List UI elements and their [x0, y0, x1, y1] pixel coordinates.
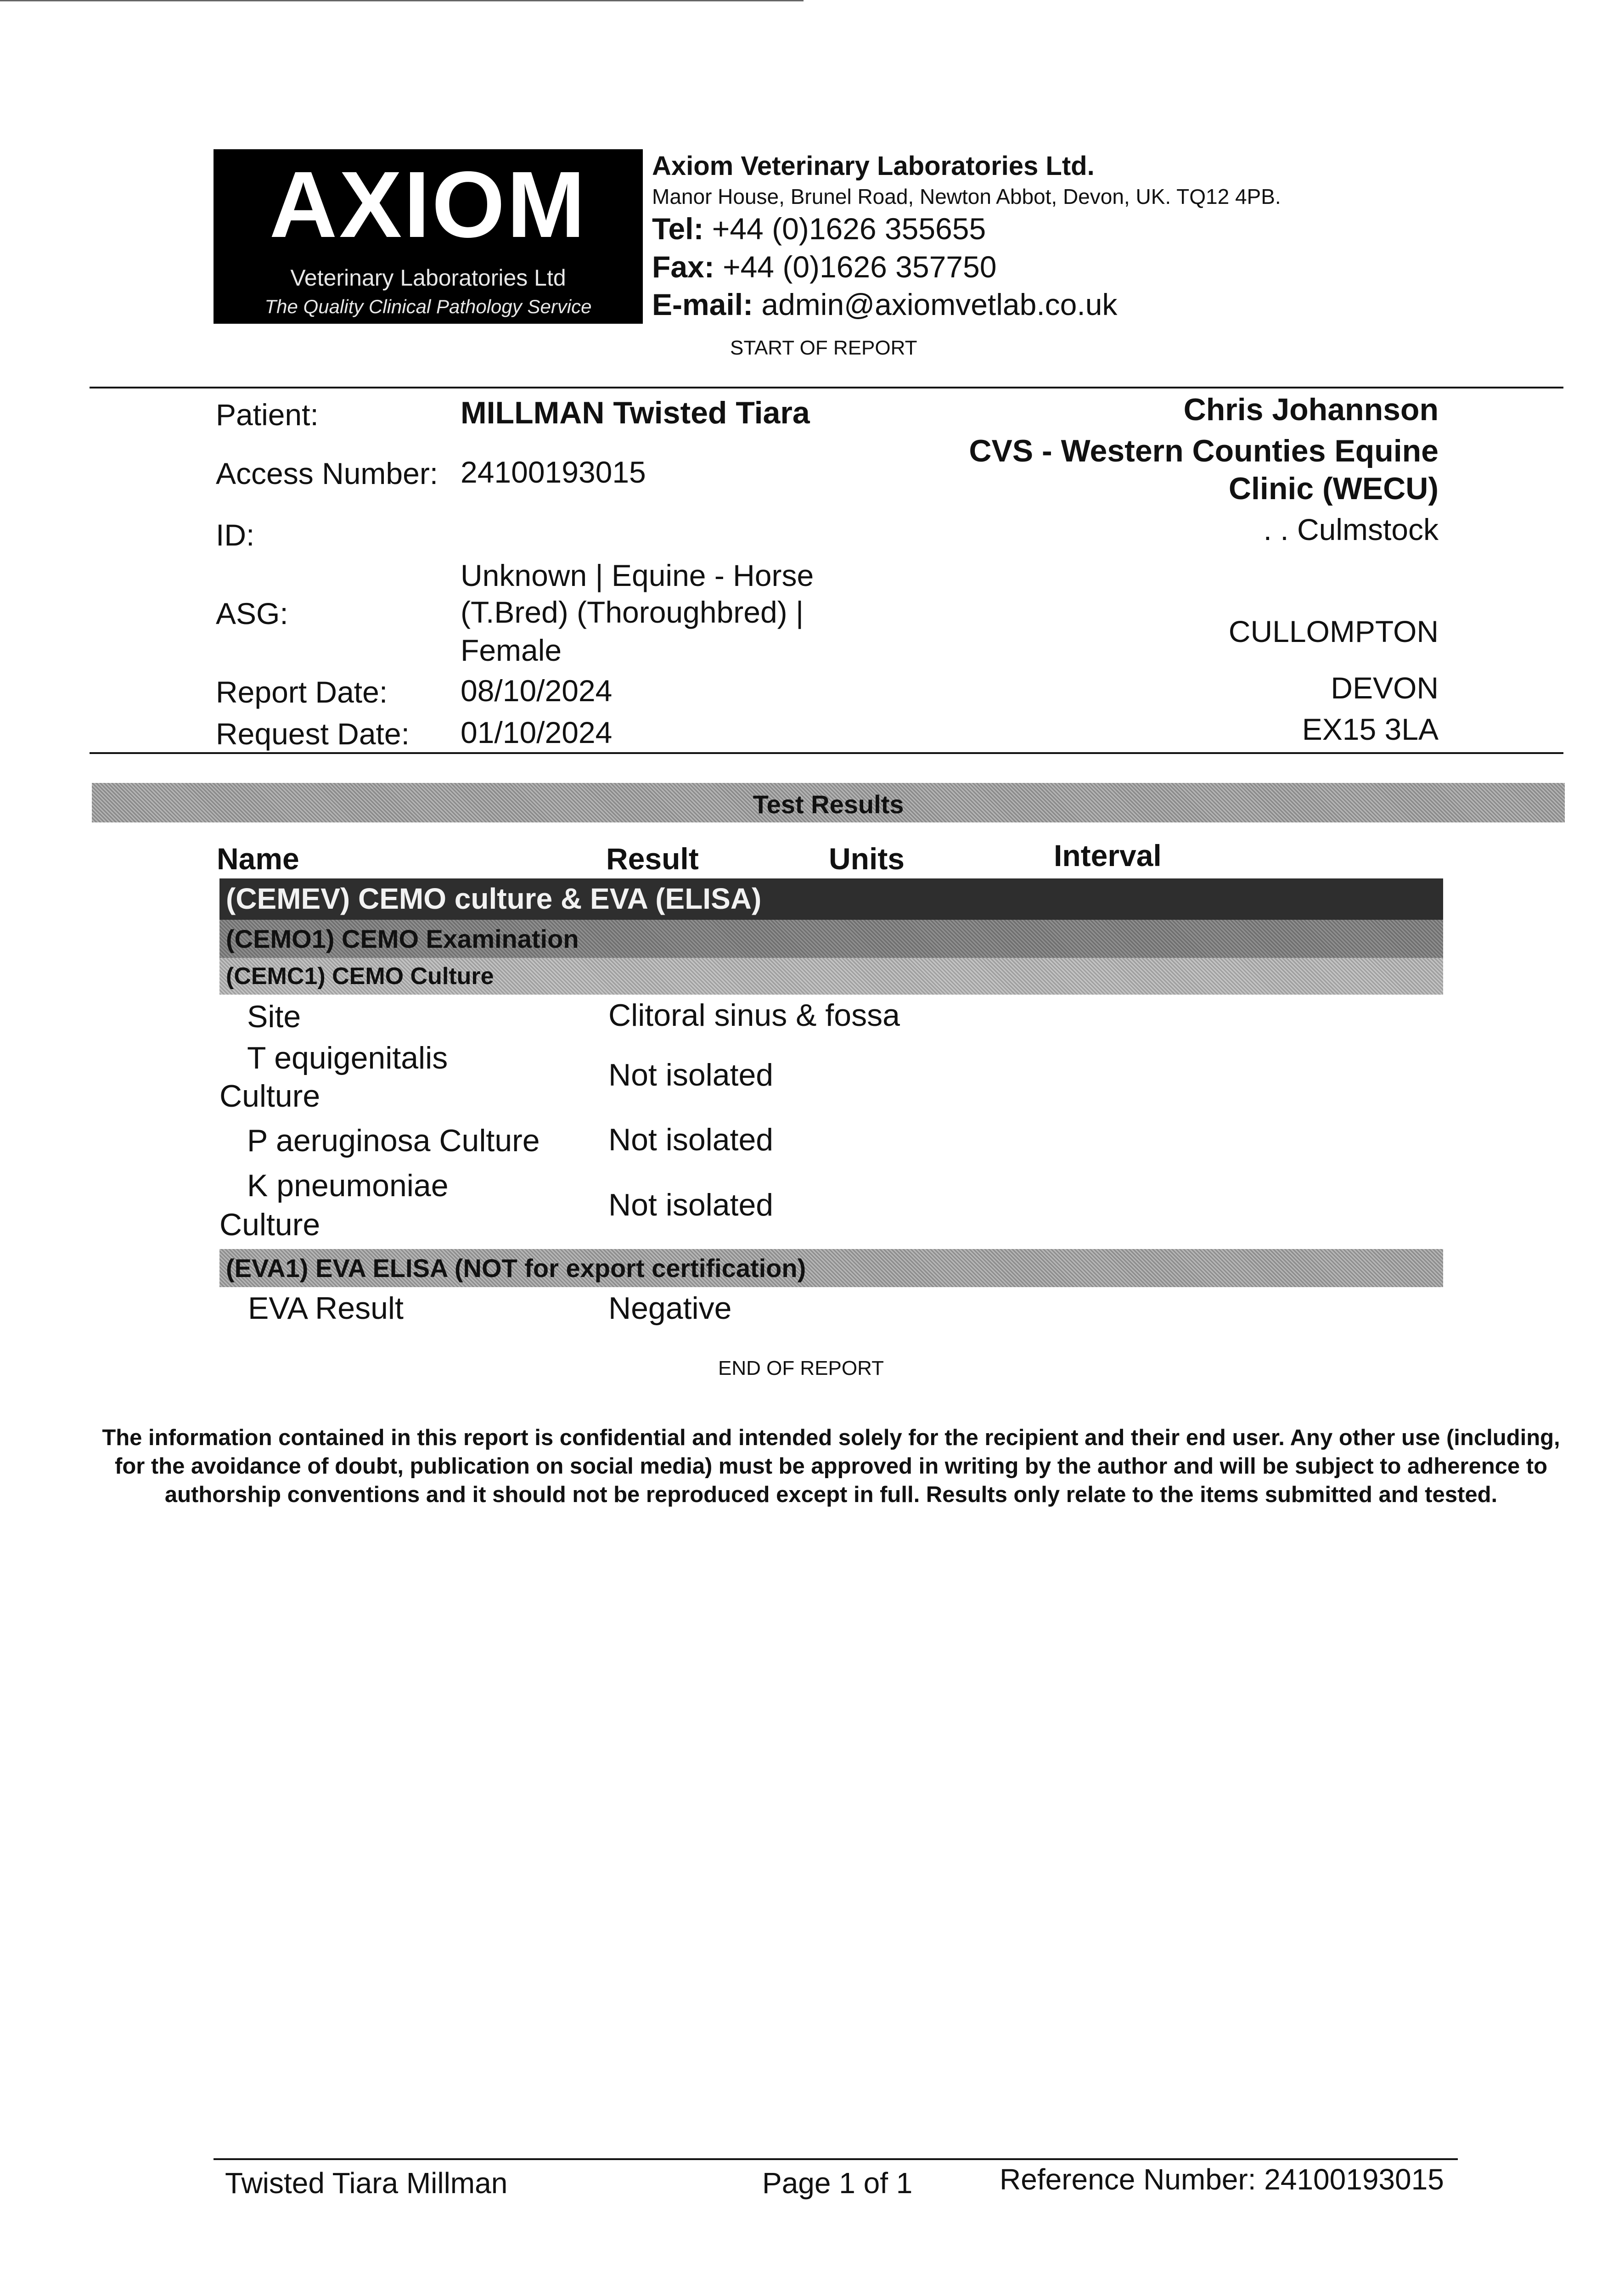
footer-patient-name: Twisted Tiara Millman — [225, 2167, 508, 2200]
result-value-t-equigenitalis: Not isolated — [608, 1058, 774, 1092]
result-name-site: Site — [247, 999, 301, 1034]
report-date-label: Report Date: — [216, 675, 388, 709]
result-name-k-pneumoniae: K pneumoniae — [247, 1168, 449, 1203]
vet-name: Chris Johannson — [1183, 392, 1439, 427]
access-number: 24100193015 — [461, 455, 646, 489]
scan-top-line — [0, 0, 804, 1]
id-label: ID: — [216, 518, 255, 552]
result-value-eva: Negative — [608, 1291, 732, 1326]
asg-line-3: Female — [461, 633, 562, 667]
patient-rule — [90, 752, 1563, 754]
clinic-locality: . . Culmstock — [1263, 512, 1439, 546]
result-name-p-aeruginosa: P aeruginosa Culture — [247, 1123, 540, 1158]
fax-label: Fax: — [652, 250, 714, 284]
logo-tagline: The Quality Clinical Pathology Service — [264, 296, 592, 317]
eva-elisa-header: (EVA1) EVA ELISA (NOT for export certification) — [219, 1249, 1443, 1287]
logo-subtitle: Veterinary Laboratories Ltd — [290, 265, 566, 291]
footer-page-number: Page 1 of 1 — [762, 2167, 913, 2200]
lab-name: Axiom Veterinary Laboratories Ltd. — [652, 151, 1095, 181]
email-address: admin@axiomvetlab.co.uk — [761, 287, 1118, 321]
test-results-band — [92, 783, 1565, 822]
panel-header: (CEMEV) CEMO culture & EVA (ELISA) — [219, 878, 1443, 920]
result-value-site: Clitoral sinus & fossa — [608, 998, 900, 1033]
report-date: 08/10/2024 — [461, 674, 613, 708]
column-result: Result — [606, 842, 699, 876]
lab-fax — [652, 252, 996, 282]
asg-label: ASG: — [216, 597, 288, 630]
result-name-t-equigenitalis: T equigenitalis — [247, 1041, 448, 1075]
clinic-postcode: EX15 3LA — [1302, 712, 1439, 746]
asg-line-1: Unknown | Equine - Horse — [461, 558, 814, 592]
lab-tel — [652, 214, 986, 244]
cemo-culture-header: (CEMC1) CEMO Culture — [219, 958, 1443, 995]
lab-address: Manor House, Brunel Road, Newton Abbot, Devon, UK. TQ12 4PB. — [652, 185, 1281, 208]
clinic-name-2: Clinic (WECU) — [1228, 471, 1439, 506]
end-of-report: END OF REPORT — [718, 1357, 884, 1379]
footer-reference-number: Reference Number: 24100193015 — [1000, 2163, 1444, 2196]
column-units: Units — [829, 842, 905, 876]
result-name-eva: EVA Result — [248, 1291, 404, 1326]
header-rule — [90, 387, 1563, 388]
clinic-name-1: CVS - Western Counties Equine — [969, 433, 1439, 468]
fax-number: +44 (0)1626 357750 — [723, 250, 997, 284]
result-name-k-pneumoniae-2: Culture — [219, 1207, 320, 1242]
logo-wordmark: AXIOM — [269, 152, 587, 257]
column-interval: Interval — [1054, 838, 1162, 872]
cemo-examination-header: (CEMO1) CEMO Examination — [219, 920, 1443, 958]
column-name: Name — [217, 842, 299, 876]
axiom-logo — [214, 149, 643, 324]
footer-rule — [214, 2158, 1458, 2160]
result-value-p-aeruginosa: Not isolated — [608, 1122, 774, 1157]
request-date: 01/10/2024 — [461, 715, 613, 749]
patient-label: Patient: — [216, 398, 319, 432]
access-label: Access Number: — [216, 456, 438, 490]
start-of-report: START OF REPORT — [730, 337, 917, 359]
patient-name: MILLMAN Twisted Tiara — [461, 395, 810, 430]
tel-number: +44 (0)1626 355655 — [712, 212, 986, 246]
asg-line-2: (T.Bred) (Thoroughbred) | — [461, 595, 804, 629]
email-label: E-mail: — [652, 287, 753, 321]
lab-email — [652, 289, 1117, 320]
test-results-title: Test Results — [753, 790, 904, 819]
result-value-k-pneumoniae: Not isolated — [608, 1187, 774, 1222]
clinic-county: DEVON — [1331, 671, 1439, 705]
request-date-label: Request Date: — [216, 717, 410, 751]
result-name-t-equigenitalis-2: Culture — [219, 1079, 320, 1114]
tel-label: Tel: — [652, 212, 704, 246]
clinic-town: CULLOMPTON — [1228, 614, 1439, 648]
confidentiality-disclaimer: The information contained in this report is confidential and intended solely for the recipient and their end user. Any other use (including, for the avoidance of doubt, publication on social media) must be approved in writing by the author and will be subject to adherence to authorship conventions and it should not be reproduced except in full. Results only relate to the items submitted and tested. — [102, 1425, 1560, 1507]
